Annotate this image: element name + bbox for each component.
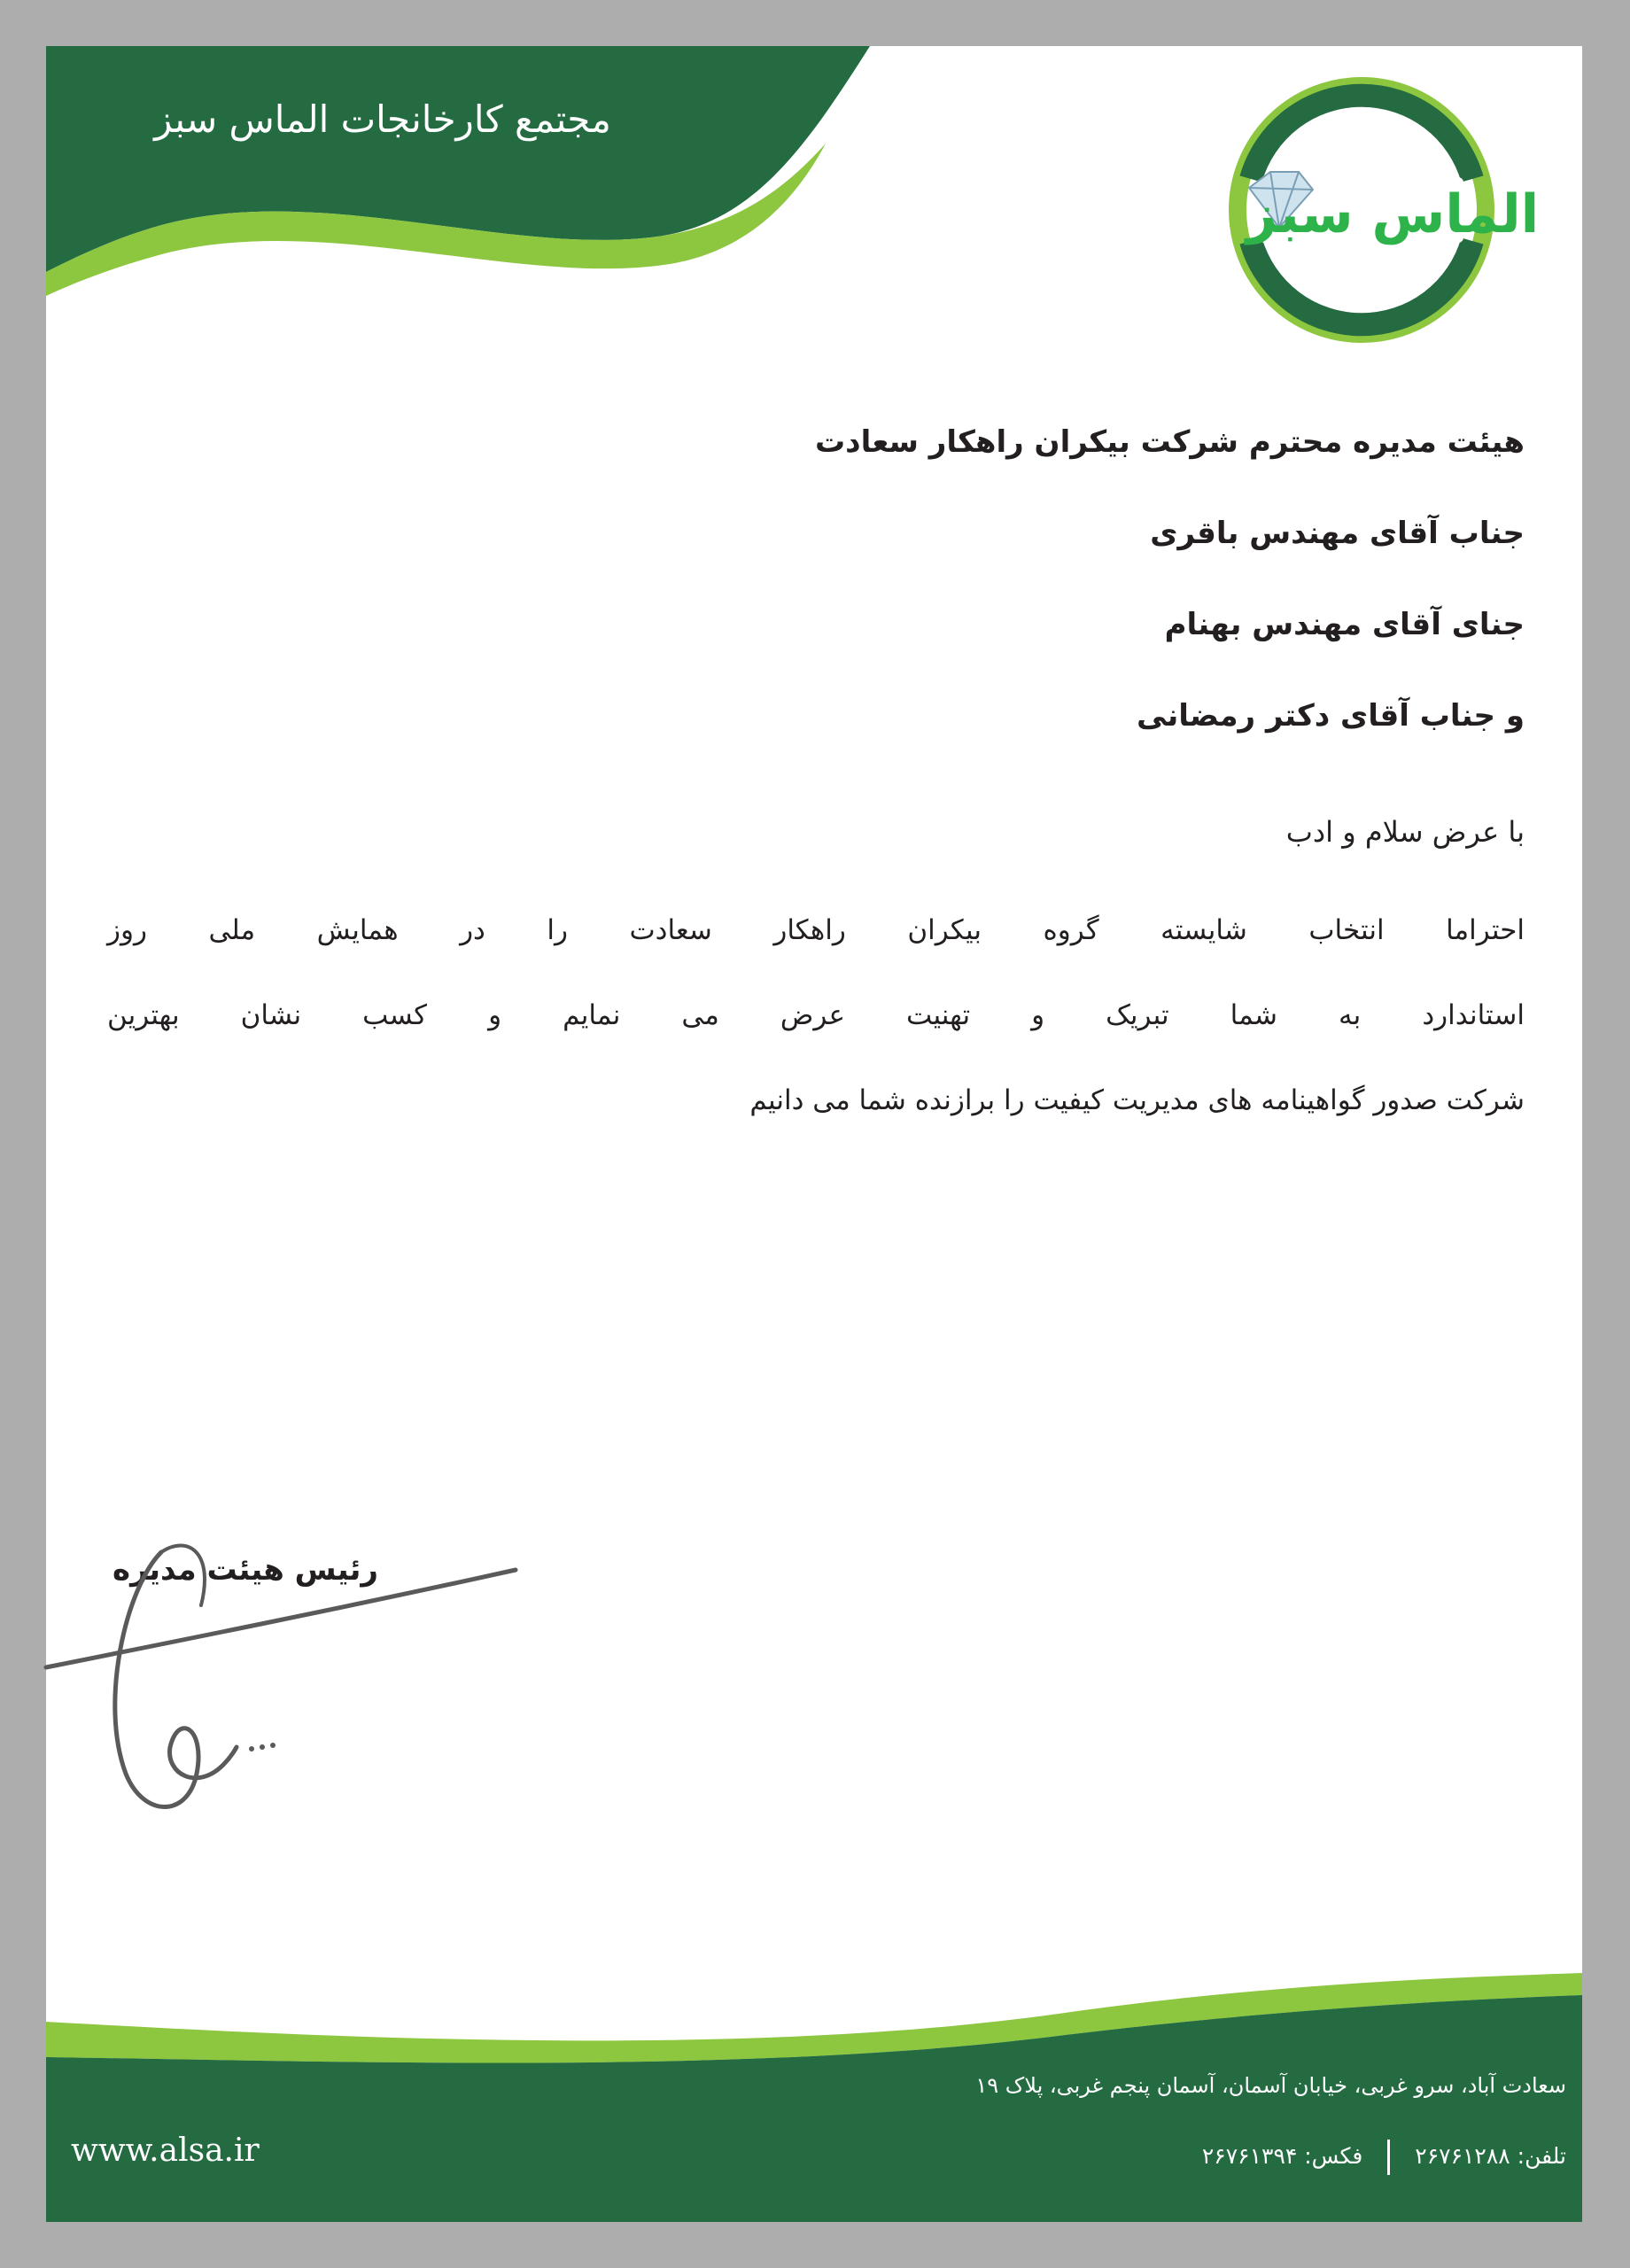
greeting: با عرض سلام و ادب [1285, 815, 1525, 849]
company-name: مجتمع کارخانجات الماس سبز [154, 97, 611, 141]
body-line: شرکت صدور گواهینامه های مدیریت کیفیت را برازنده شما می دانیم [749, 1084, 1525, 1116]
logo-text: الماس سبز [1246, 183, 1540, 245]
signature-scribble [46, 1481, 542, 1853]
footer-contact [1202, 2140, 1566, 2175]
letterhead-page [46, 46, 1582, 2222]
footer-address: سعادت آباد، سرو غربی، خیابان آسمان، آسمان پنجم غربی، پلاک ۱۹ [975, 2073, 1566, 2098]
logo [1224, 73, 1540, 347]
signature-title: رئیس هیئت مدیره [113, 1552, 378, 1588]
body-line: احتراما انتخاب شایسته گروه بیکران راهکار سعادت را در همایش ملی روز [107, 914, 1525, 946]
footer-website-link[interactable]: www.alsa.ir [71, 2132, 260, 2169]
body-paragraph [107, 888, 1525, 1143]
footer-fax: فکس: ۲۶۷۶۱۳۹۴ [1201, 2143, 1363, 2169]
footer-phone: تلفن: ۲۶۷۶۱۲۸۸ [1415, 2143, 1566, 2169]
addressee-line-2: جناب آقای مهندس باقری [1150, 516, 1525, 551]
body-line: استاندارد به شما تبریک و تهنیت عرض می نمایم و کسب نشان بهترین [107, 999, 1525, 1031]
addressee-line-3: جنای آقای مهندس بهنام [1164, 607, 1525, 642]
addressee-line-4: و جناب آقای دکتر رمضانی [1137, 698, 1525, 734]
footer-separator [1387, 2140, 1390, 2175]
addressee-line-1: هیئت مدیره محترم شرکت بیکران راهکار سعادت [814, 424, 1525, 460]
